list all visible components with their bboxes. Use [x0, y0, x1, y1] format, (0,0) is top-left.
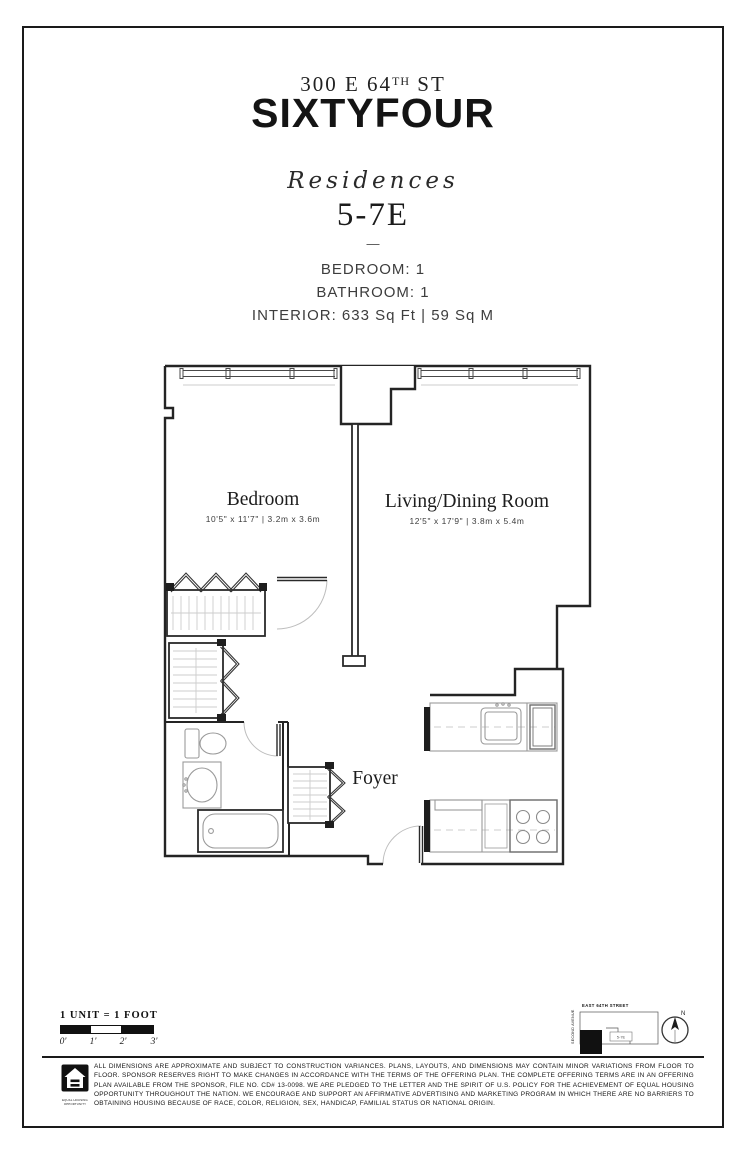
address-sup: TH — [392, 74, 411, 88]
foyer-closet-hatch — [293, 770, 327, 820]
scale-tick: 2' — [119, 1037, 127, 1047]
equal-bar-top — [71, 1080, 80, 1083]
kitchen-pillar-lower — [424, 800, 430, 852]
door-leaves — [277, 578, 423, 864]
bedroom-label: Bedroom — [226, 489, 300, 510]
kitchen-pillar-upper — [424, 707, 430, 751]
compass-north-label: N — [681, 1011, 686, 1017]
stat-bathroom: BATHROOM: 1 — [316, 284, 430, 301]
living-dining-dims: 12'5" x 17'9" | 3.8m x 5.4m — [409, 516, 525, 526]
light-details — [171, 385, 578, 830]
wall-right-bottom — [421, 669, 563, 864]
floorplan-svg — [153, 358, 593, 908]
scale-ticks — [60, 1037, 156, 1049]
unit-stats — [0, 258, 746, 327]
bedroom-window — [180, 369, 337, 379]
building-name: SIXTYFOUR — [251, 90, 495, 136]
foyer-closet-doors — [330, 769, 345, 825]
wall-bottom-left — [165, 366, 383, 864]
address-post: ST — [410, 72, 446, 96]
living-dining-label: Living/Dining Room — [384, 491, 550, 512]
foyer-label: Foyer — [352, 768, 398, 789]
scale-bar — [60, 1025, 154, 1034]
stat-bedroom: BEDROOM: 1 — [320, 261, 426, 278]
center-pier — [341, 366, 415, 424]
compass-needle — [671, 1017, 679, 1030]
toilet — [185, 729, 226, 758]
compass-svg — [656, 1006, 694, 1048]
stat-interior: INTERIOR: 633 Sq Ft | 59 Sq M — [251, 307, 495, 324]
equal-housing-label: EQUAL HOUSING OPPORTUNITY — [62, 1098, 88, 1106]
bedroom-dims: 10'5" x 11'7" | 3.2m x 3.6m — [205, 514, 321, 524]
equal-housing-icon — [61, 1064, 89, 1092]
footer-divider — [42, 1056, 704, 1058]
bedroom-closet-hatch — [171, 596, 261, 630]
bathroom-door-leaf — [277, 724, 280, 756]
street-left-label: SECOND AVENUE — [571, 1009, 575, 1044]
scale-segment — [91, 1026, 121, 1033]
bathtub — [203, 814, 278, 848]
scale-tick: 0' — [59, 1037, 67, 1047]
bathroom-sink — [183, 762, 221, 808]
bathtub-enclosure — [198, 810, 283, 852]
legal-disclaimer: ALL DIMENSIONS ARE APPROXIMATE AND SUBJECT TO CONSTRUCTION VARIANCES. PLANS, LAYOUTS, AND DIMENSIONS MAY CONTAIN MINOR VARIATIONS FROM FLOOR TO FLOOR. SPONSOR RESERVES RIGHT TO MAKE CHANGES IN ACCORDANCE WITH THE TERMS OF THE OFFERING PLAN. THE COMPLETE OFFERING TERMS ARE IN AN OFFERING PLAN AVAILABLE FROM THE SPONSOR, FILE NO. CD# 13-0098. WE ARE PLEDGED TO THE LETTER AND THE SPIRIT OF U.S. POLICY FOR THE ACHIEVEMENT OF EQUAL HOUSING OPPORTUNITY THROUGHOUT THE NATION. WE ENCOURAGE AND SUPPORT AN AFFIRMATIVE ADVERTISING AND MARKETING PROGRAM IN WHICH THERE ARE NO BARRIERS TO OBTAINING HOUSING BECAUSE OF RACE, COLOR, RELIGION, SEX, HANDICAP, FAMILIAL STATUS OR NATIONAL ORIGIN. — [94, 1063, 694, 1108]
address-pre: 300 E 64 — [300, 72, 393, 96]
unit-marker-box — [610, 1032, 632, 1041]
kitchen-top-wall — [430, 669, 557, 695]
hall-closet-doors — [223, 647, 239, 715]
equal-bar-bottom — [71, 1084, 80, 1087]
floorplan-drawing — [153, 358, 593, 908]
scale-tick: 3' — [150, 1037, 158, 1047]
scale-legend — [60, 1010, 180, 1049]
equal-housing-logo — [58, 1064, 92, 1106]
bedroom-door-arc — [277, 580, 327, 629]
entry-door-arc — [383, 826, 421, 864]
divider-dash: — — [366, 236, 380, 251]
living-window — [418, 369, 580, 379]
bedroom-living-partition — [352, 424, 358, 664]
bedroom-door-leaf — [277, 578, 327, 581]
hall-closet-hatch — [173, 648, 217, 713]
street-top-label: EAST 64TH STREET — [582, 1003, 629, 1008]
scale-segment — [61, 1026, 91, 1033]
scale-tick: 1' — [89, 1037, 97, 1047]
unit-marker-label: 5-7E — [616, 1034, 626, 1040]
partition-foot — [343, 656, 365, 666]
unit-number: 5-7E — [336, 197, 410, 233]
site-map — [566, 1000, 666, 1063]
scale-title: 1 UNIT = 1 FOOT — [60, 1010, 158, 1021]
range-stove — [510, 800, 557, 852]
residences-label: Residences — [287, 168, 459, 194]
kitchen-lower-counter — [430, 800, 557, 852]
entry-door-leaf — [420, 826, 423, 863]
compass — [656, 1006, 694, 1053]
bathroom-door-arc — [244, 722, 278, 756]
site-map-svg — [566, 1000, 666, 1058]
scale-segment — [121, 1026, 153, 1033]
unit-location-marker — [580, 1030, 602, 1054]
